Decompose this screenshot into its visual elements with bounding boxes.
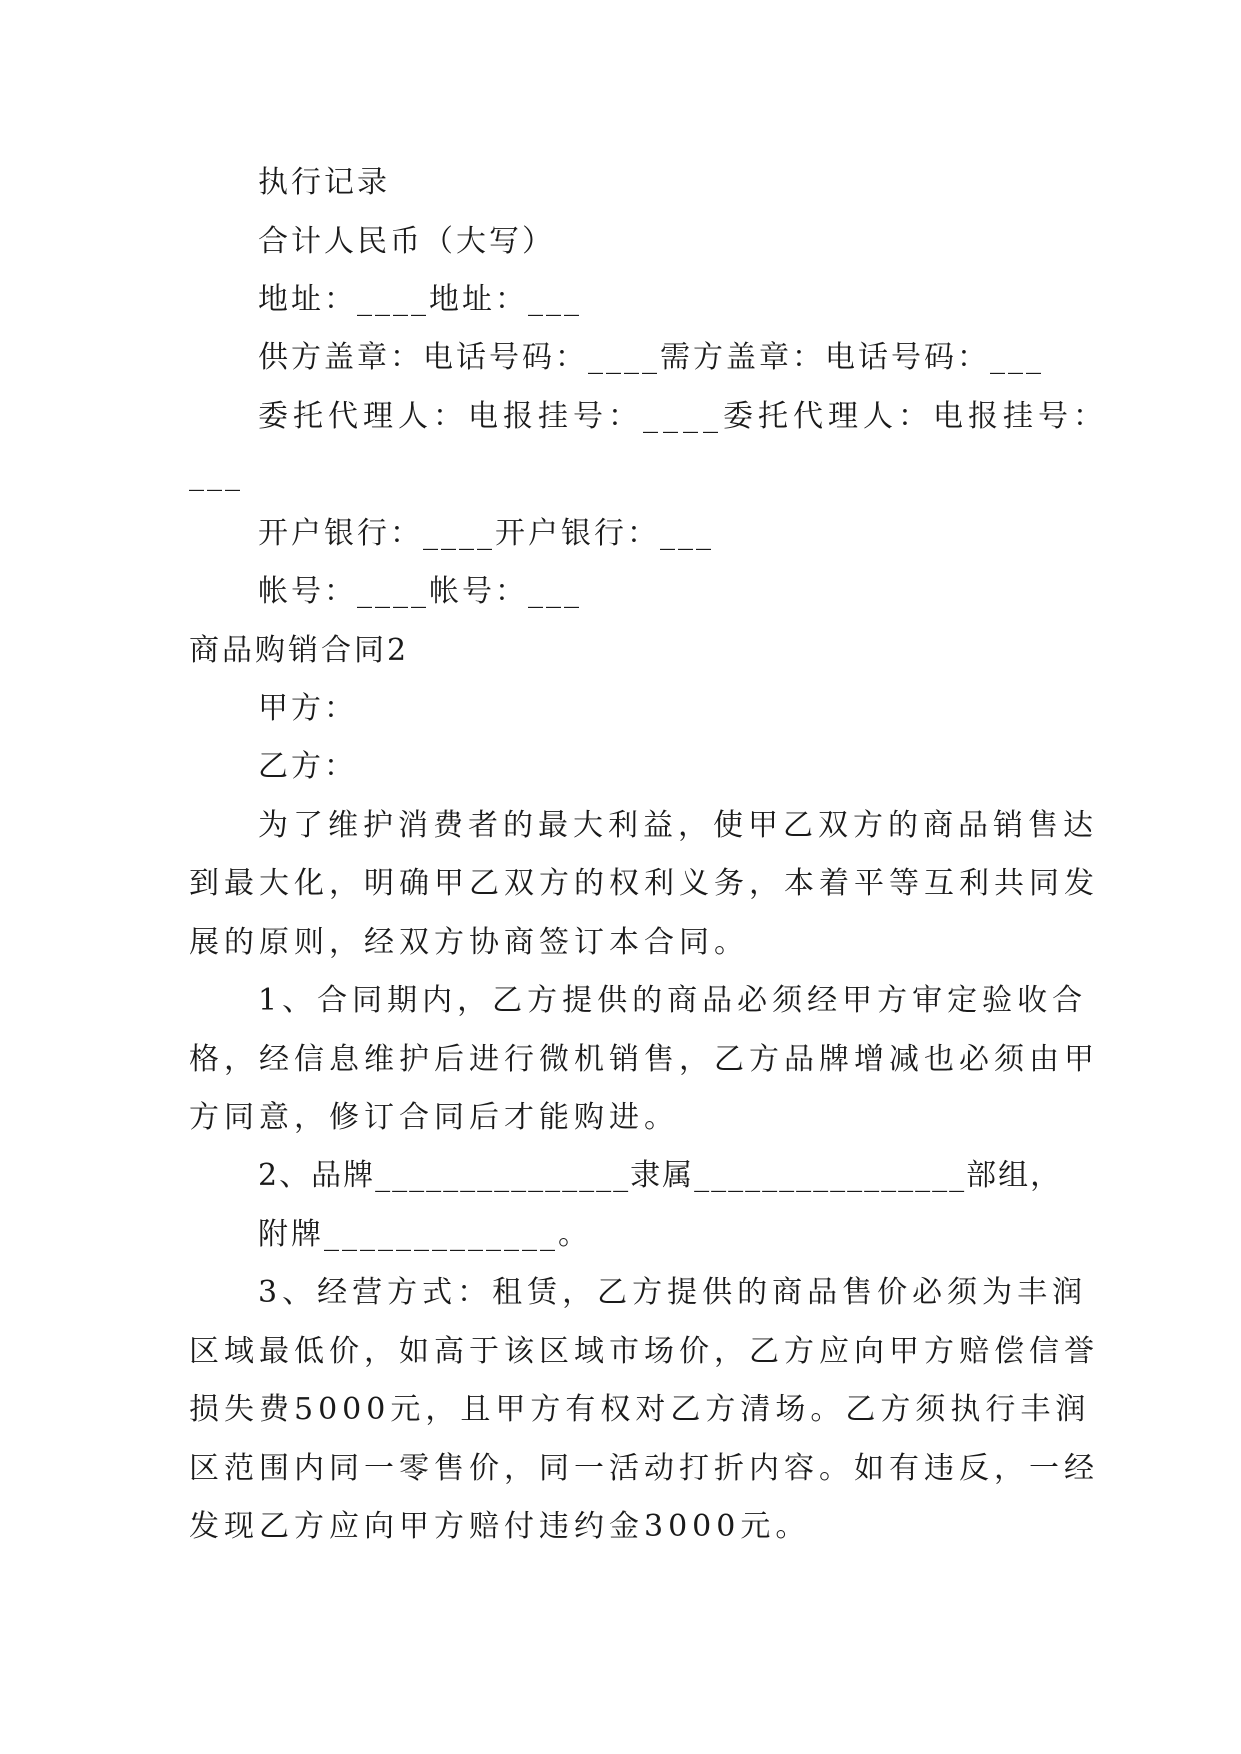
clause-1-line-3: 方同意，修订合同后才能购进。 bbox=[189, 1100, 679, 1135]
clause-3-line-2: 区域最低价，如高于该区域市场价，乙方应向甲方赔偿信誉 bbox=[189, 1334, 1099, 1369]
address-line: 地址：____地址：___ bbox=[258, 282, 582, 317]
clause-2-line-1: 2、品牌_______________隶属________________部组， bbox=[258, 1158, 1063, 1193]
clause-1-line-1: 1、合同期内，乙方提供的商品必须经甲方审定验收合 bbox=[258, 983, 1088, 1018]
clause-2-line-2: 附牌_____________。 bbox=[258, 1217, 591, 1252]
preamble-line-1: 为了维护消费者的最大利益，使甲乙双方的商品销售达 bbox=[258, 808, 1098, 843]
party-a-line: 甲方： bbox=[258, 691, 357, 726]
contract-title: 商品购销合同2 bbox=[189, 633, 410, 668]
clause-3-line-5: 发现乙方应向甲方赔付违约金3000元。 bbox=[189, 1509, 811, 1544]
agent-telegraph-continuation: ___ bbox=[189, 457, 243, 492]
bank-line: 开户银行：____开户银行：___ bbox=[258, 516, 714, 551]
total-amount-line: 合计人民币（大写） bbox=[258, 224, 555, 259]
party-b-line: 乙方： bbox=[258, 749, 357, 784]
agent-telegraph-line: 委托代理人：电报挂号：____委托代理人：电报挂号： bbox=[258, 399, 1108, 434]
clause-3-line-3: 损失费5000元，且甲方有权对乙方清场。乙方须执行丰润 bbox=[189, 1392, 1091, 1427]
clause-1-line-2: 格，经信息维护后进行微机销售，乙方品牌增减也必须由甲 bbox=[189, 1042, 1099, 1077]
preamble-line-2: 到最大化，明确甲乙双方的权利义务，本着平等互利共同发 bbox=[189, 866, 1099, 901]
record-heading: 执行记录 bbox=[258, 165, 390, 200]
preamble-line-3: 展的原则，经双方协商签订本合同。 bbox=[189, 925, 749, 960]
clause-3-line-4: 区范围内同一零售价，同一活动打折内容。如有违反，一经 bbox=[189, 1451, 1099, 1486]
clause-3-line-1: 3、经营方式：租赁，乙方提供的商品售价必须为丰润 bbox=[258, 1275, 1088, 1310]
seal-phone-line: 供方盖章：电话号码：____需方盖章：电话号码：___ bbox=[258, 340, 1044, 375]
account-line: 帐号：____帐号：___ bbox=[258, 574, 582, 609]
